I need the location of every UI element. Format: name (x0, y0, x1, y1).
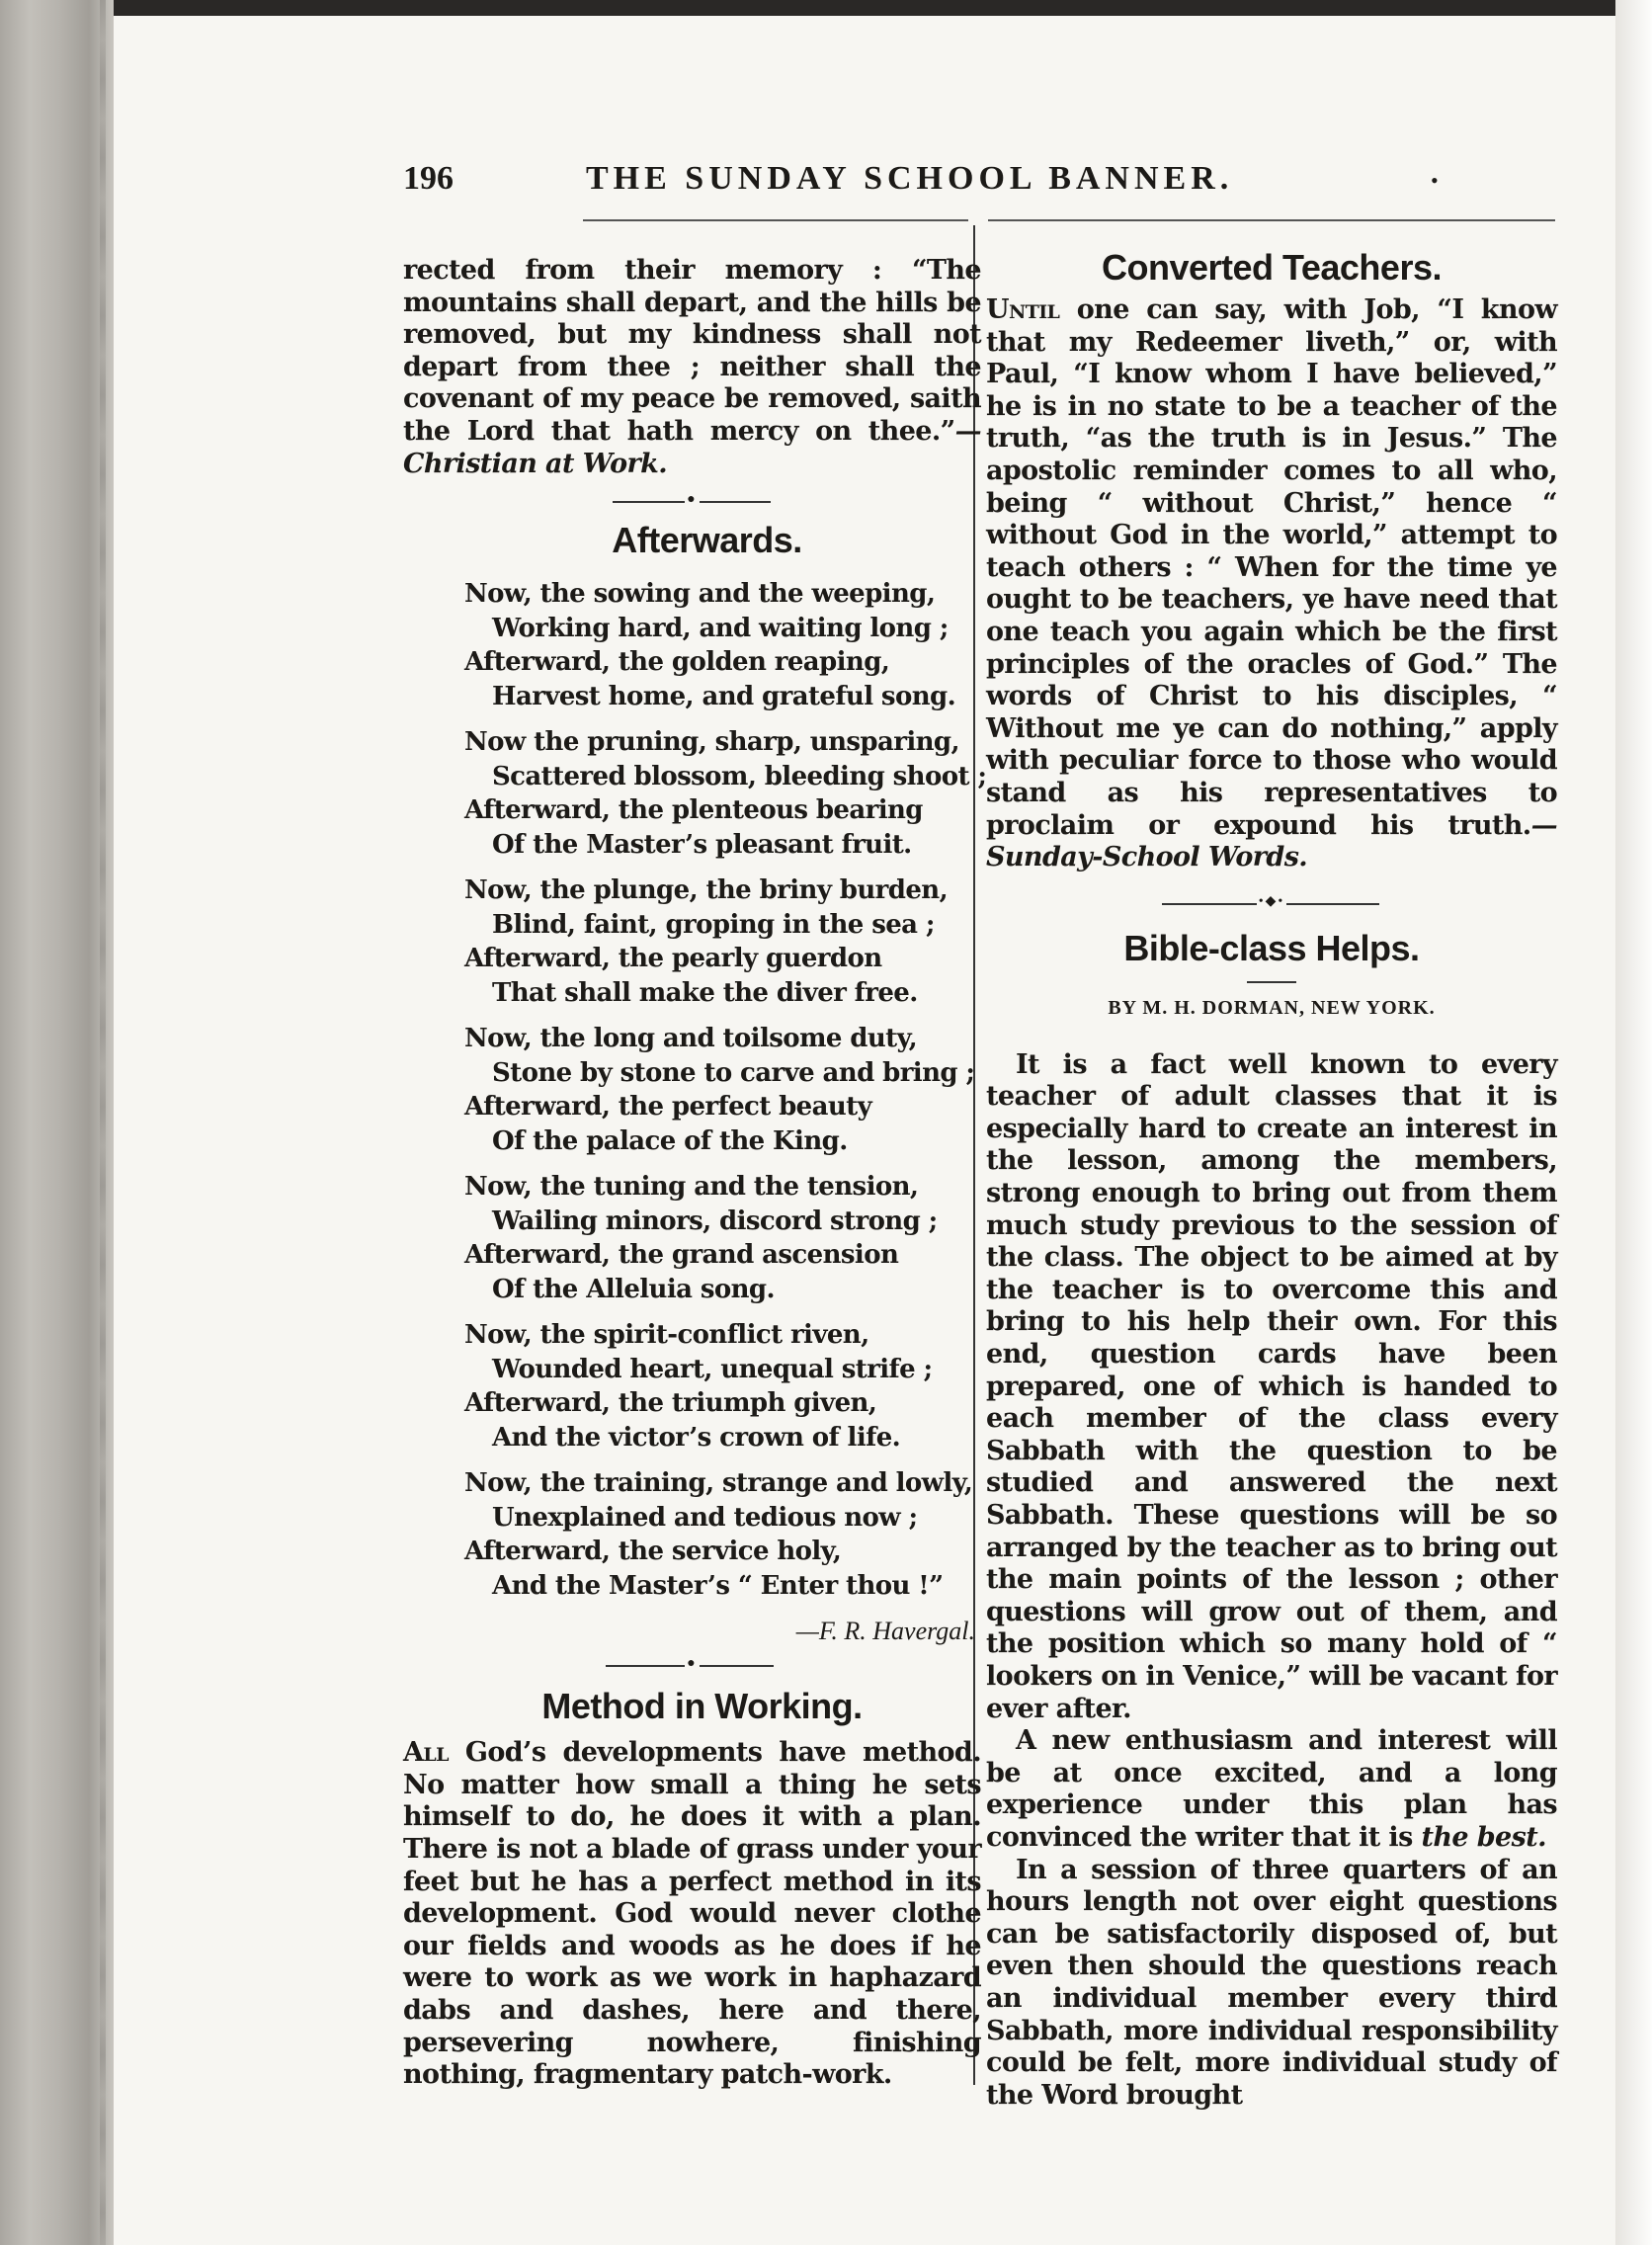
poem-line: Stone by stone to carve and bring ; (492, 1057, 975, 1088)
method-text: God’s developments have method. No matter how small a thing he sets himself to do, he does it with a plan. There is not a blade of grass under your feet but he has a perfect method in its development. God would never clothe our fields and woods as he does if he were to work as we work in haphazard dabs and dashes, here and there, persevering nowhere, finishing nothing, fragmentary patch-work. (403, 1737, 981, 2091)
poem-stanza (403, 1466, 981, 1603)
poem-line: Wounded heart, unequal strife ; (492, 1354, 933, 1384)
poem-line: Unexplained and tedious now ; (492, 1502, 918, 1533)
bible-paragraph-2 (986, 1725, 1557, 1854)
continuation-source: —Christian at Work. (403, 415, 981, 479)
poem-line: Working hard, and waiting long ; (492, 613, 949, 643)
byline: BY M. H. DORMAN, NEW YORK. (1108, 996, 1436, 1019)
bible-paragraph-1: It is a fact well known to every teacher of adult classes that it is especially hard to create an interest in the lesson, among the members, strong enough to bring out from them much study previous to the session of the class. The object to be aimed at by the teacher is to overcome this and bring to his help their own. For this end, question cards have been prepared, one of which is handed to each member of the class every Sabbath with the question to be studied and answered the next Sabbath. These questions will be so arranged by the teacher as to bring out the main points of the lesson ; other questions will grow out of them, and the position which so many hold of “ lookers on in Venice,” will be vacant for ever after. (986, 1048, 1557, 1724)
poem-stanza (403, 577, 981, 713)
poem-signature: —F. R. Havergal. (795, 1617, 975, 1646)
poem-line: Now, the spirit-conflict riven, (464, 1320, 869, 1351)
poem-line: Now, the training, strange and lowly, (464, 1468, 973, 1499)
method-lead: All (403, 1737, 449, 1769)
poem-line: Afterward, the golden reaping, (464, 647, 890, 678)
poem-stanza (403, 725, 987, 862)
poem-line: Of the Alleluia song. (492, 1274, 775, 1304)
poem-line: Afterward, the perfect beauty (464, 1092, 872, 1122)
bible-paragraph-2-text: A new enthusiasm and interest will be at once excited, and a long experience under this plan has convinced the writer that it is (986, 1725, 1557, 1853)
poem-line: And the Master’s “ Enter thou !” (492, 1570, 944, 1601)
poem-line: Harvest home, and grateful song. (492, 681, 956, 711)
left-column (403, 255, 987, 2092)
title-rule (1247, 981, 1296, 983)
converted-paragraph (986, 294, 1557, 874)
section-ornament: ● (403, 490, 981, 514)
page-number: 196 (403, 160, 454, 197)
poem-line: Afterward, the grand ascension (464, 1240, 899, 1271)
bible-emphasis: the best. (1421, 1821, 1546, 1853)
poem-line: Of the palace of the King. (492, 1125, 848, 1156)
page-header (403, 148, 1559, 208)
top-edge (0, 0, 1652, 16)
section-title-converted: Converted Teachers. (1102, 247, 1442, 288)
poem-line: And the victor’s crown of life. (492, 1422, 901, 1453)
page-edge (1615, 0, 1652, 2245)
header-rule (583, 219, 968, 221)
poem-afterwards (403, 577, 987, 1603)
continuation-text: rected from their memory : “The mountains shall depart, and the hills be removed, but my kindness shall not depart from thee ; neither shall the covenant of my peace be removed, saith the Lord that hath mercy on thee.” (403, 255, 981, 447)
poem-line: Now, the sowing and the weeping, (464, 579, 936, 610)
poem-line: Blind, faint, groping in the sea ; (492, 909, 935, 940)
method-paragraph (403, 1737, 981, 2092)
poem-stanza (403, 1318, 981, 1455)
bible-paragraph-3: In a session of three quarters of an hours length not over eight questions can be satisfactorily disposed of, but even then should the questions reach an individual member every third Sabbath, more individual responsibility could be felt, more individual study of the Word brought (986, 1854, 1557, 2111)
converted-lead: Until (986, 294, 1060, 325)
right-column (986, 247, 1557, 2112)
continuation-paragraph (403, 255, 981, 480)
running-head: THE SUNDAY SCHOOL BANNER. (586, 160, 1234, 197)
book-spine (0, 0, 114, 2245)
poem-line: Scattered blossom, bleeding shoot ; (492, 761, 987, 791)
section-title-afterwards: Afterwards. (612, 520, 802, 561)
section-ornament: •◆• (986, 892, 1557, 916)
converted-text: one can say, with Job, “I know that my Redeemer liveth,” or, with Paul, “I know whom I have believed,” he is in no state to be a teacher of the truth, “as the truth is in Jesus.” The apostolic reminder comes to all who, being “ without Christ,” hence “ without God in the world,” attempt to teach others : “ When for the time ye ought to be teachers, ye have need that one teach you again which be the first principles of the oracles of God.” The words of Christ to his disciples, “ Without me ye can do nothing,” apply with peculiar force to those who would stand as his representatives to proclaim or expound his truth. (986, 294, 1557, 841)
section-ornament: ● (403, 1654, 981, 1678)
poem-line: Now, the long and toilsome duty, (464, 1024, 918, 1054)
section-title-method: Method in Working. (541, 1686, 863, 1727)
poem-line: Afterward, the plenteous bearing (464, 795, 923, 826)
header-rule (988, 219, 1555, 221)
poem-line: Afterward, the pearly guerdon (464, 944, 882, 974)
converted-source: —Sunday-School Words. (986, 809, 1557, 873)
poem-line: Wailing minors, discord strong ; (492, 1206, 938, 1236)
poem-line: Afterward, the triumph given, (464, 1388, 877, 1419)
poem-stanza (403, 1022, 981, 1158)
poem-line: Of the Master’s pleasant fruit. (492, 829, 912, 860)
poem-line: Now, the plunge, the briny burden, (464, 875, 949, 906)
poem-stanza (403, 1170, 981, 1306)
poem-line: Now the pruning, sharp, unsparing, (464, 727, 959, 758)
poem-line: That shall make the diver free. (492, 977, 918, 1008)
section-title-bible: Bible-class Helps. (1123, 927, 1420, 968)
poem-line: Now, the tuning and the tension, (464, 1172, 919, 1203)
poem-line: Afterward, the service holy, (464, 1537, 842, 1567)
header-mark: • (1431, 168, 1439, 193)
poem-stanza (403, 873, 981, 1010)
